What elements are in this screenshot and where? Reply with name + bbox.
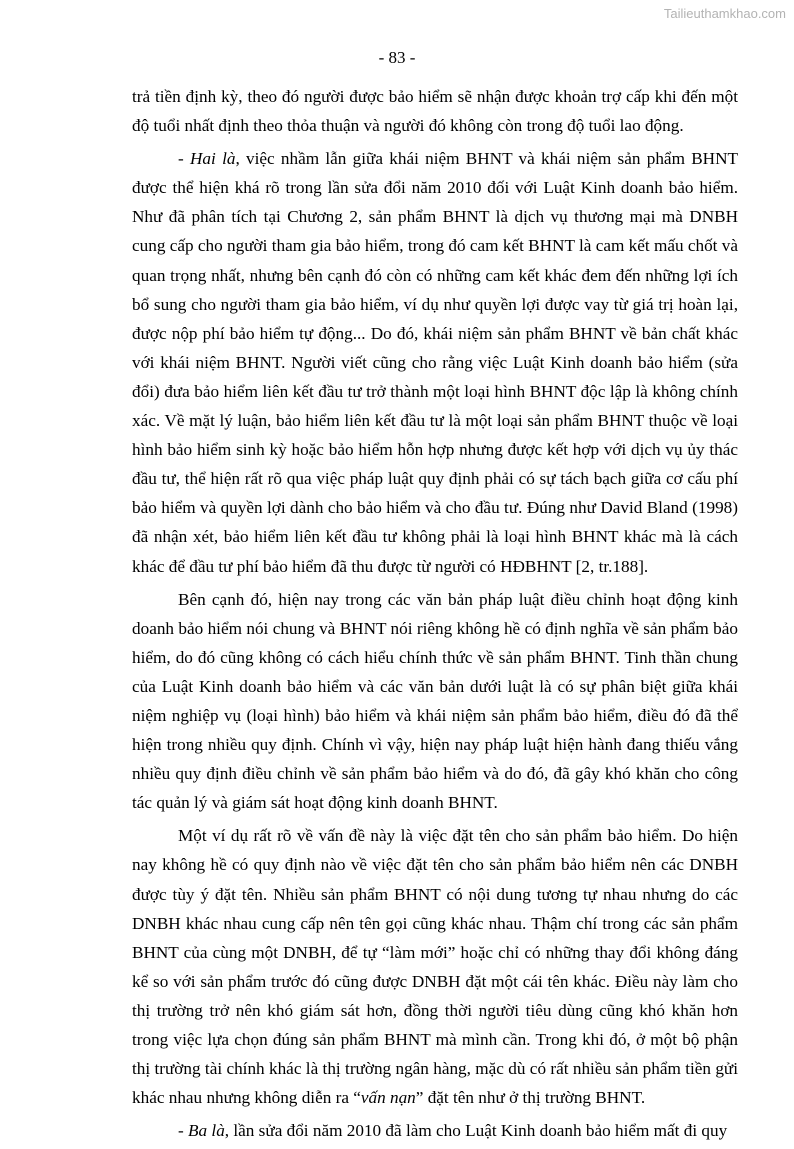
paragraph-2-prefix: - — [178, 149, 191, 169]
paragraph-4 — [132, 821, 738, 1112]
paragraph-1: trả tiền định kỳ, theo đó người được bảo hiểm sẽ nhận được khoản trợ cấp khi đến một độ tuổi nhất định theo thỏa thuận và người đó không còn trong độ tuổi lao động. — [132, 87, 738, 136]
paragraph-4-end: ” đặt tên như ở thị trường BHNT. — [415, 1088, 646, 1108]
paragraph-5-text: , lần sửa đổi năm 2010 đã làm cho Luật Kinh doanh bảo hiểm mất đi quy — [224, 1121, 728, 1141]
paragraph-4-emphasis: vấn nạn — [360, 1088, 416, 1108]
paragraph-3: Bên cạnh đó, hiện nay trong các văn bản pháp luật điều chỉnh hoạt động kinh doanh bảo hiểm nói chung và BHNT nói riêng không hề có định nghĩa về sản phẩm bảo hiểm, do đó cũng không có cách hiểu chính thức về sản phẩm BHNT. Tinh thần chung của Luật Kinh doanh bảo hiểm và các văn bản dưới luật là có sự phân biệt giữa khái niệm nghiệp vụ (loại hình) bảo hiểm và khái niệm sản phẩm bảo hiểm, điều đó đã thể hiện trong nhiều quy định. Chính vì vậy, hiện nay pháp luật hiện hành đang thiếu vắng nhiều quy định điều chỉnh về sản phẩm bảo hiểm và do đó, đã gây khó khăn cho công tác quản lý và giám sát hoạt động kinh doanh BHNT. — [132, 589, 738, 813]
paragraph-5 — [132, 1116, 738, 1145]
paragraph-2-lead: Hai là — [190, 149, 236, 169]
paragraph-5-prefix: - — [178, 1121, 189, 1141]
body-text — [132, 82, 738, 1149]
paragraph-4-text: Một ví dụ rất rõ về vấn đề này là việc đặt tên cho sản phẩm bảo hiểm. Do hiện nay không hề có quy định nào về việc đặt tên cho sản phẩm bảo hiểm nên các DNBH được tùy ý đặt tên. Nhiều sản phẩm BHNT có nội dung tương tự nhau nhưng do các DNBH khác nhau cung cấp nên tên gọi cũng khác nhau. Thậm chí trong các sản phẩm BHNT của cùng một DNBH, để tự “làm mới” hoặc chỉ có những thay đổi không đáng kể so với sản phẩm trước đó cũng được DNBH đặt một cái tên khác. Điều này làm cho thị trường trở nên khó giám sát hơn, đồng thời người tiêu dùng cũng khó khăn hơn trong việc lựa chọn đúng sản phẩm BHNT mà mình cần. Trong khi đó, ở một bộ phận thị trường tài chính khác là thị trường ngân hàng, mặc dù có rất nhiều sản phẩm tiền gửi khác nhau nhưng không diễn ra “ — [132, 826, 738, 1108]
paragraph-2-text: , việc nhầm lẫn giữa khái niệm BHNT và khái niệm sản phẩm BHNT được thể hiện khá rõ trong lần sửa đổi năm 2010 đối với Luật Kinh doanh bảo hiểm. Như đã phân tích tại Chương 2, sản phẩm BHNT là dịch vụ thương mại mà DNBH cung cấp cho người tham gia bảo hiểm, trong đó cam kết BHNT là cam kết mấu chốt và quan trọng nhất, nhưng bên cạnh đó còn có những cam kết khác đem đến những lợi ích bổ sung cho người tham gia bảo hiểm, ví dụ như quyền lợi được vay từ giá trị hoàn lại, được nộp phí bảo hiểm tự động... Do đó, khái niệm sản phẩm BHNT về bản chất khác với khái niệm BHNT. Người viết cũng cho rằng việc Luật Kinh doanh bảo hiểm (sửa đổi) đưa bảo hiểm liên kết đầu tư trở thành một loại hình BHNT độc lập là không chính xác. Về mặt lý luận, bảo hiểm liên kết đầu tư là một loại sản phẩm BHNT thuộc về loại hình bảo hiểm sinh kỳ hoặc bảo hiểm hỗn hợp nhưng được kết hợp với dịch vụ ủy thác đầu tư, thể hiện rất rõ qua việc pháp luật quy định phải có sự tách bạch giữa cơ cấu phí bảo hiểm và quyền lợi dành cho bảo hiểm và cho đầu tư. Đúng như David Bland (1998) đã nhận xét, bảo hiểm liên kết đầu tư không phải là loại hình BHNT khác mà là cách khác để đầu tư phí bảo hiểm đã thu được từ người có HĐBHNT [2, tr.188]. — [132, 149, 738, 576]
paragraph-5-lead: Ba là — [188, 1121, 225, 1141]
page-number: - 83 - — [378, 48, 416, 67]
watermark: Tailieuthamkhao.com — [663, 6, 786, 21]
paragraph-2 — [132, 144, 738, 580]
